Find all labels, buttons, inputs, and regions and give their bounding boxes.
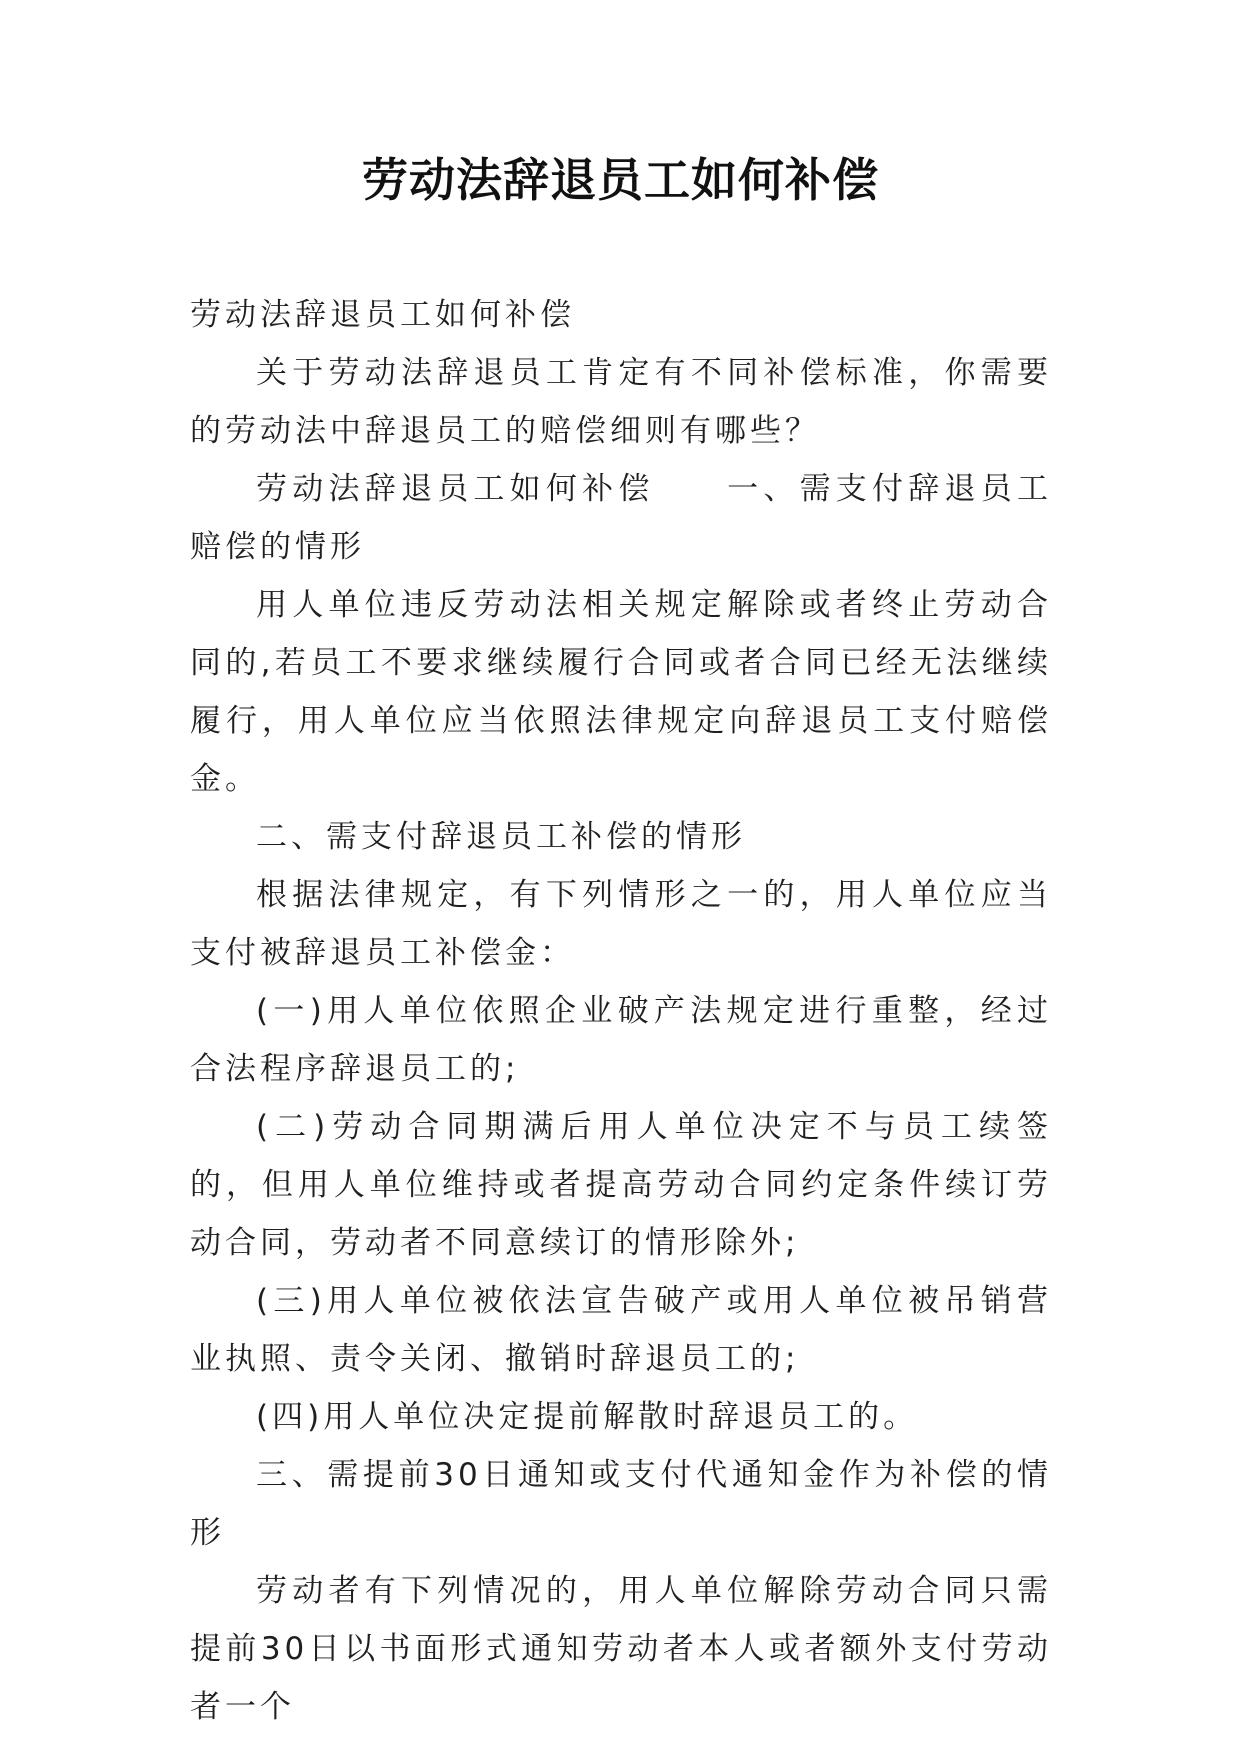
paragraph-item-four: (四)用人单位决定提前解散时辞退员工的。	[256, 1399, 919, 1435]
paragraph-section-one-body: 用人单位违反劳动法相关规定解除或者终止劳动合同的,若员工不要求继续履行合同或者合同已经无法继续履行，用人单位应当依照法律规定向辞退员工支付赔偿金。	[190, 587, 1052, 797]
paragraph-item-one: (一)用人单位依照企业破产法规定进行重整，经过合法程序辞退员工的;	[190, 993, 1052, 1087]
paragraph-heading: 劳动法辞退员工如何补偿	[190, 297, 575, 333]
paragraph-intro: 关于劳动法辞退员工肯定有不同补偿标准，你需要的劳动法中辞退员工的赔偿细则有哪些？	[190, 355, 1052, 449]
paragraph-section-one-heading: 劳动法辞退员工如何补偿 一、需支付辞退员工赔偿的情形	[190, 471, 1052, 565]
document-title: 劳动法辞退员工如何补偿	[362, 153, 879, 207]
paragraph-section-two-heading: 二、需支付辞退员工补偿的情形	[256, 819, 746, 855]
paragraph-section-three-heading: 三、需提前30日通知或支付代通知金作为补偿的情形	[190, 1457, 1052, 1551]
document-body	[190, 286, 1052, 1736]
paragraph-item-three: (三)用人单位被依法宣告破产或用人单位被吊销营业执照、责令关闭、撤销时辞退员工的;	[190, 1283, 1052, 1377]
paragraph-section-three-body: 劳动者有下列情况的，用人单位解除劳动合同只需提前30日以书面形式通知劳动者本人或者额外支付劳动者一个	[190, 1573, 1052, 1725]
paragraph-item-two: (二)劳动合同期满后用人单位决定不与员工续签的，但用人单位维持或者提高劳动合同约定条件续订劳动合同，劳动者不同意续订的情形除外;	[190, 1109, 1052, 1261]
paragraph-section-two-body: 根据法律规定，有下列情形之一的，用人单位应当支付被辞退员工补偿金：	[190, 877, 1052, 971]
